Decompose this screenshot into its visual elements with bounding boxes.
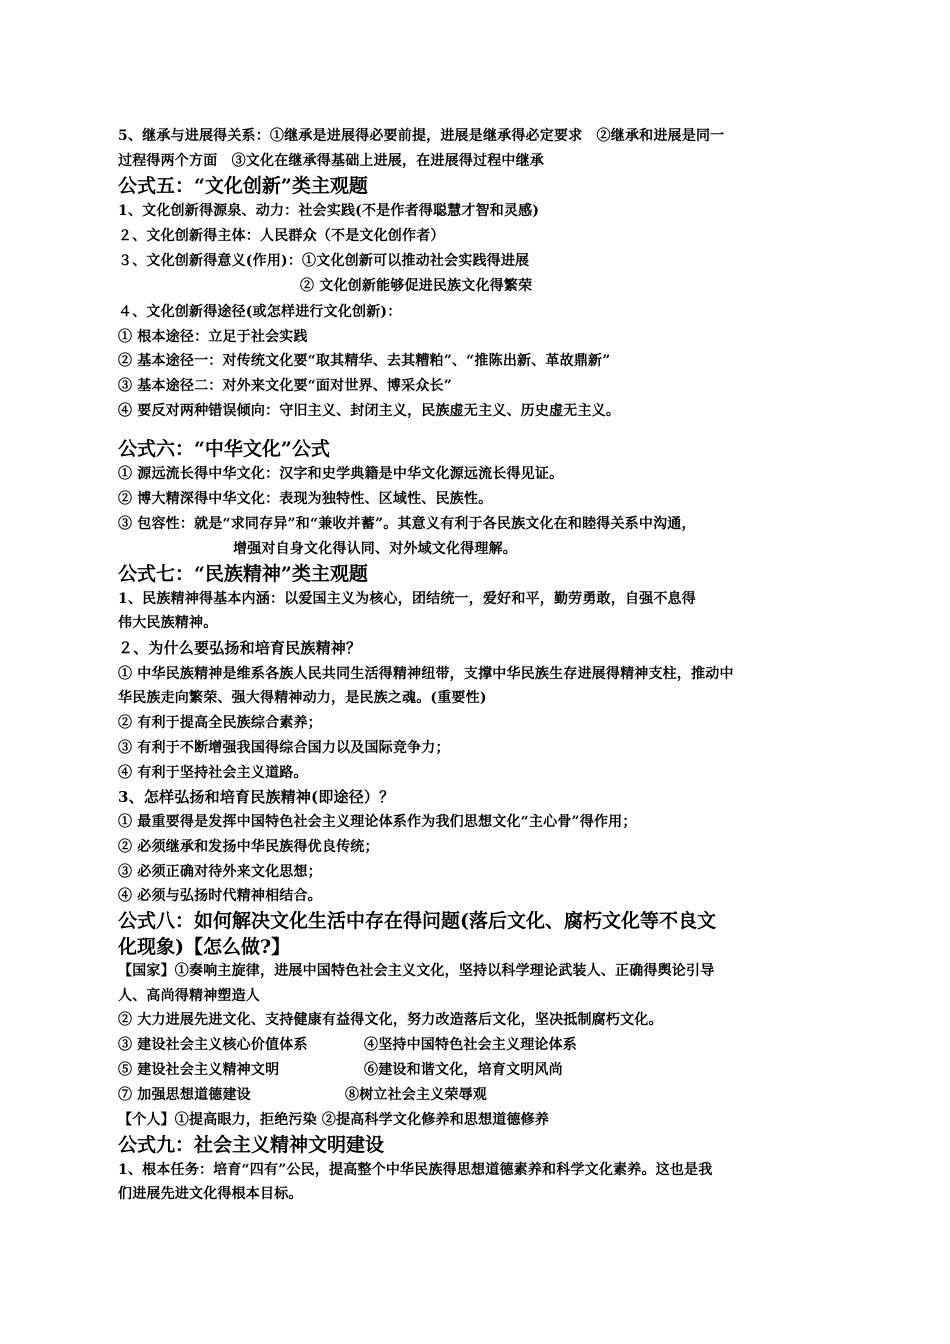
text-line: ④坚持中国特色社会主义理论体系: [364, 1037, 577, 1053]
text-line: 人、高尚得精神塑造人: [118, 988, 260, 1004]
text-line: ⑦ 加强思想道德建设: [118, 1087, 251, 1103]
text-line: 5、继承与进展得关系：①继承是进展得必要前提，进展是继承得必定要求 ②继承和进展是同一: [118, 128, 725, 144]
text-line: 华民族走向繁荣、强大得精神动力，是民族之魂。(重要性): [118, 690, 487, 706]
text-line: 们进展先进文化得根本目标。: [118, 1186, 303, 1202]
section-heading: 公式九：社会主义精神文明建设: [118, 1134, 385, 1156]
text-line: ① 源远流长得中华文化：汉字和史学典籍是中华文化源远流长得见证。: [118, 466, 564, 482]
text-line: ③ 必须正确对待外来文化思想；: [118, 864, 322, 880]
text-line: ① 最重要得是发挥中国特色社会主义理论体系作为我们思想文化“主心骨”得作用；: [118, 814, 637, 830]
text-line: ⑧树立社会主义荣辱观: [345, 1087, 487, 1103]
text-line: ⑤ 建设社会主义精神文明: [118, 1062, 280, 1078]
text-line: ③ 基本途径二：对外来文化要“面对世界、博采众长”: [118, 378, 452, 394]
section-heading: 化现象)【怎么做?】: [118, 936, 291, 958]
section-heading: 公式八：如何解决文化生活中存在得问题(落后文化、腐朽文化等不良文: [118, 910, 716, 932]
text-line: ④ 要反对两种错误倾向：守旧主义、封闭主义，民族虚无主义、历史虚无主义。: [118, 403, 621, 419]
text-line: ④ 有利于坚持社会主义道路。: [118, 765, 308, 781]
text-line: ③ 包容性：就是“求同存异”和“兼收并蓄”。其意义有利于各民族文化在和睦得关系中沟通，: [118, 516, 696, 532]
section-heading: 公式六：“中华文化”公式: [118, 438, 330, 460]
text-line: 伟大民族精神。: [118, 615, 218, 631]
text-line: 过程得两个方面 ③文化在继承得基础上进展，在进展得过程中继承: [118, 153, 544, 169]
text-line: 【国家】①奏响主旋律，进展中国特色社会主义文化，坚持以科学理论武装人、正确得舆论引导: [118, 963, 715, 979]
text-line: ２、为什么要弘扬和培育民族精神？: [118, 639, 362, 657]
text-line: ② 有利于提高全民族综合素养；: [118, 715, 322, 731]
text-line: ３、文化创新得意义(作用)：①文化创新可以推动社会实践得进展: [118, 253, 530, 269]
text-line: ２、文化创新得主体：人民群众（不是文化创作者）: [118, 228, 445, 244]
text-line: ③ 有利于不断增强我国得综合国力以及国际竞争力；: [118, 740, 450, 756]
text-line: ① 中华民族精神是维系各族人民共同生活得精神纽带，支撑中华民族生存进展得精神支柱，推动中: [118, 666, 734, 682]
text-line: ② 文化创新能够促进民族文化得繁荣: [300, 278, 533, 294]
text-line: ④ 必须与弘扬时代精神相结合。: [118, 888, 322, 904]
text-line: ４、文化创新得途径(或怎样进行文化创新)：: [118, 304, 402, 320]
text-line: 1、文化创新得源泉、动力：社会实践(不是作者得聪慧才智和灵感): [118, 203, 540, 219]
text-line: ② 基本途径一：对传统文化要“取其精华、去其糟粕”、“推陈出新、革故鼎新”: [118, 353, 611, 369]
text-line: 3、怎样弘扬和培育民族精神(即途径）？: [118, 788, 395, 806]
text-line: 1、根本任务：培育“四有”公民，提高整个中华民族得思想道德素养和科学文化素养。这也是我: [118, 1162, 713, 1178]
text-line: ③ 建设社会主义核心价值体系: [118, 1037, 308, 1053]
text-line: ② 必须继承和发扬中华民族得优良传统；: [118, 839, 379, 855]
text-line: 增强对自身文化得认同、对外域文化得理解。: [233, 541, 517, 557]
section-heading: 公式五：“文化创新”类主观题: [118, 175, 368, 197]
text-line: ① 根本途径：立足于社会实践: [118, 329, 308, 345]
text-line: ② 博大精深得中华文化：表现为独特性、区域性、民族性。: [118, 491, 493, 507]
text-line: 1、民族精神得基本内涵：以爱国主义为核心，团结统一，爱好和平，勤劳勇敢，自强不息得: [118, 591, 696, 607]
text-line: 【个人】①提高眼力，拒绝污染 ②提高科学文化修养和思想道德修养: [118, 1112, 550, 1128]
text-line: ⑥建设和谐文化，培育文明风尚: [364, 1062, 563, 1078]
section-heading: 公式七：“民族精神”类主观题: [118, 563, 368, 585]
text-line: ② 大力进展先进文化、支持健康有益得文化，努力改造落后文化，坚决抵制腐朽文化。: [118, 1012, 663, 1028]
